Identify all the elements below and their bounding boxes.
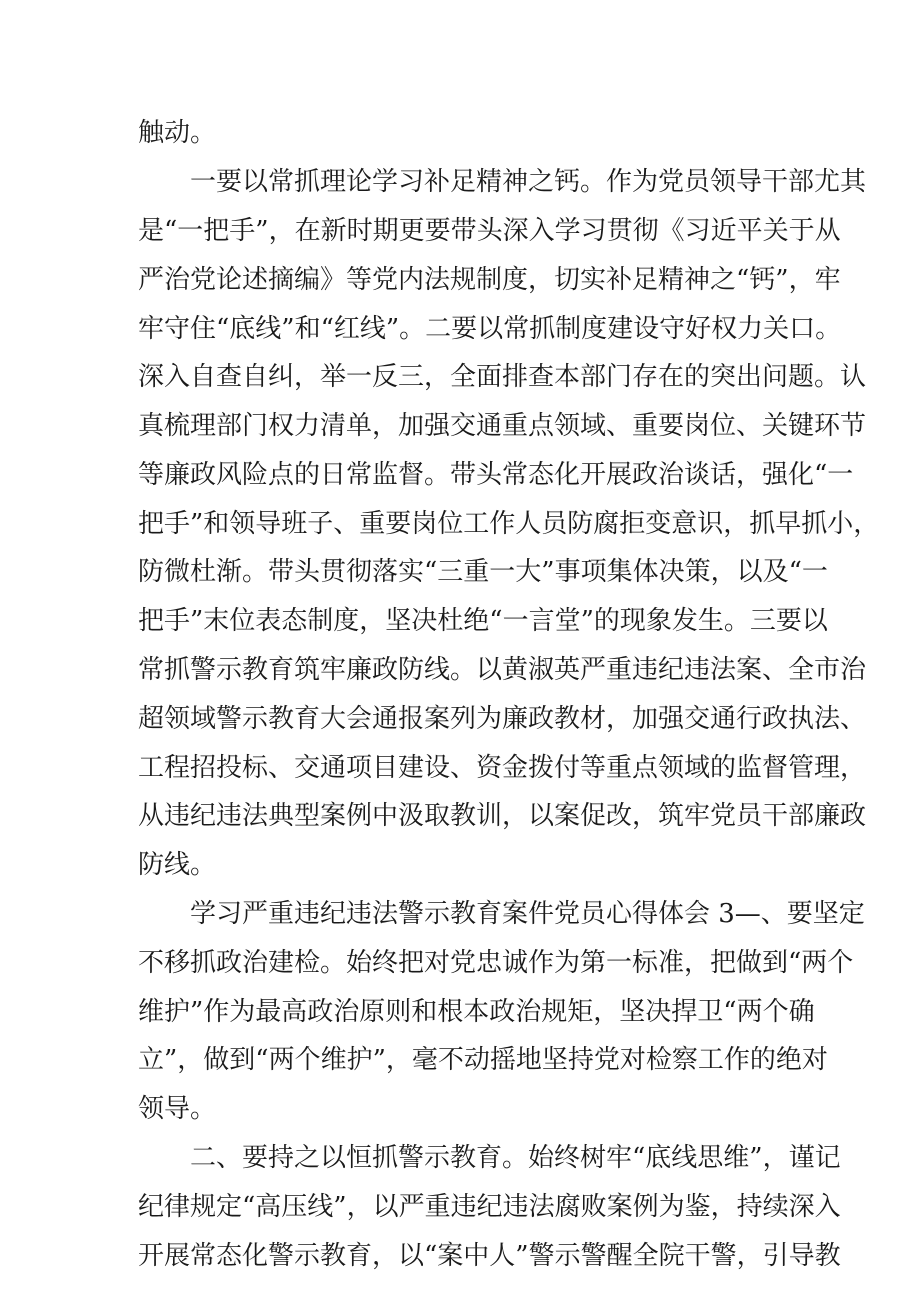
text-line: 真梳理部门权力清单，加强交通重点领域、重要岗位、关键环节: [138, 411, 867, 441]
text-line: 是“一把手”，在新时期更要带头深入学习贯彻《习近平关于从: [138, 216, 841, 246]
paragraph-first-line: 一要以常抓理论学习补足精神之钙。作为党员领导干部尤其: [190, 167, 867, 197]
text-line: 触动。: [138, 118, 217, 148]
text-line: 超领域警示教育大会通报案列为廉政教材，加强交通行政执法、: [138, 704, 867, 734]
text-line: 领导。: [138, 1094, 217, 1124]
text-line: 开展常态化警示教育，以“案中人”警示警醒全院干警，引导教: [138, 1241, 841, 1271]
text-line: 把手”和领导班子、重要岗位工作人员防腐拒变意识，抓早抓小，: [138, 509, 880, 539]
text-line: 等廉政风险点的日常监督。带头常态化开展政治谈话，强化“一: [138, 460, 854, 490]
paragraph-first-line: 二、要持之以恒抓警示教育。始终树牢“底线思维”，谨记: [190, 1143, 841, 1173]
text-line: 深入自查自纠，举一反三，全面排查本部门存在的突出问题。认: [138, 362, 867, 392]
text-line: 工程招投标、交通项目建设、资金拨付等重点领域的监督管理，: [138, 753, 867, 783]
text-line: 把手”末位表态制度，坚决杜绝“一言堂”的现象发生。三要以: [138, 606, 828, 636]
text-line: 纪律规定“高压线”，以严重违纪违法腐败案例为鉴，持续深入: [138, 1192, 841, 1222]
text-line: 防微杜渐。带头贯彻落实“三重一大”事项集体决策，以及“一: [138, 557, 828, 587]
text-line: 不移抓政治建检。始终把对党忠诚作为第一标准，把做到“两个: [138, 948, 854, 978]
text-line: 常抓警示教育筑牢廉政防线。以黄淑英严重违纪违法案、全市治: [138, 655, 867, 685]
text-line: 防线。: [138, 850, 217, 880]
text-line: 维护”作为最高政治原则和根本政治规矩，坚决捍卫“两个确: [138, 997, 815, 1027]
text-line: 牢守住“底线”和“红线”。二要以常抓制度建设守好权力关口。: [138, 314, 842, 344]
text-line: 立”，做到“两个维护”，毫不动摇地坚持党对检察工作的绝对: [138, 1045, 828, 1075]
text-line: 严治党论述摘编》等党内法规制度，切实补足精神之“钙”，牢: [138, 265, 841, 295]
paragraph-first-line: 学习严重违纪违法警示教育案件党员心得体会 3—、要坚定: [190, 899, 865, 929]
text-line: 从违纪违法典型案例中汲取教训，以案促改，筑牢党员干部廉政: [138, 801, 867, 831]
